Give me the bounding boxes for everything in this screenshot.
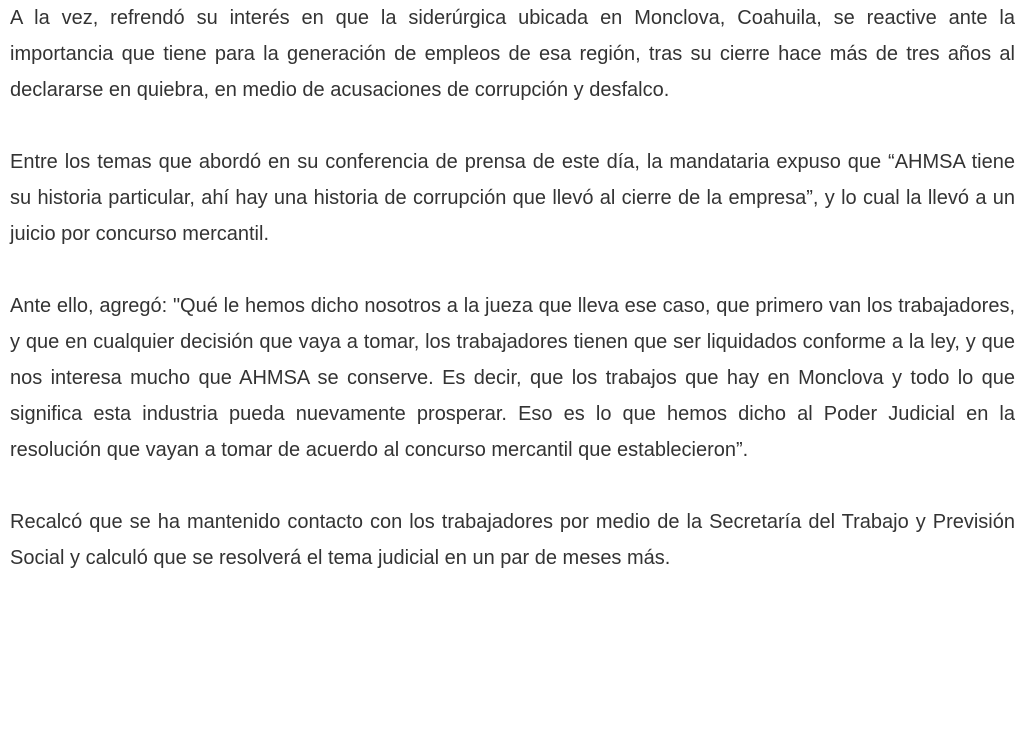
article-paragraph-1: A la vez, refrendó su interés en que la siderúrgica ubicada en Monclova, Coahuila, se reactive ante la importancia que tiene para la generación de empleos de esa región, tras su cierre hace más de tres años al declararse en quiebra, en medio de acusaciones de corrupción y desfalco. [10,7,1015,101]
article-paragraph-4: Recalcó que se ha mantenido contacto con los trabajadores por medio de la Secretaría del Trabajo y Previsión Social y calculó que se resolverá el tema judicial en un par de meses más. [10,511,1015,569]
article-paragraph-3: Ante ello, agregó: "Qué le hemos dicho nosotros a la jueza que lleva ese caso, que primero van los trabajadores, y que en cualquier decisión que vaya a tomar, los trabajadores tienen que ser liquidados conforme a la ley, y que nos interesa mucho que AHMSA se conserve. Es decir, que los trabajos que hay en Monclova y todo lo que significa esta industria pueda nuevamente prosperar. Eso es lo que hemos dicho al Poder Judicial en la resolución que vayan a tomar de acuerdo al concurso mercantil que establecieron”. [10,295,1015,461]
article-paragraph-2: Entre los temas que abordó en su conferencia de prensa de este día, la mandataria expuso que “AHMSA tiene su historia particular, ahí hay una historia de corrupción que llevó al cierre de la empresa”, y lo cual la llevó a un juicio por concurso mercantil. [10,151,1015,245]
